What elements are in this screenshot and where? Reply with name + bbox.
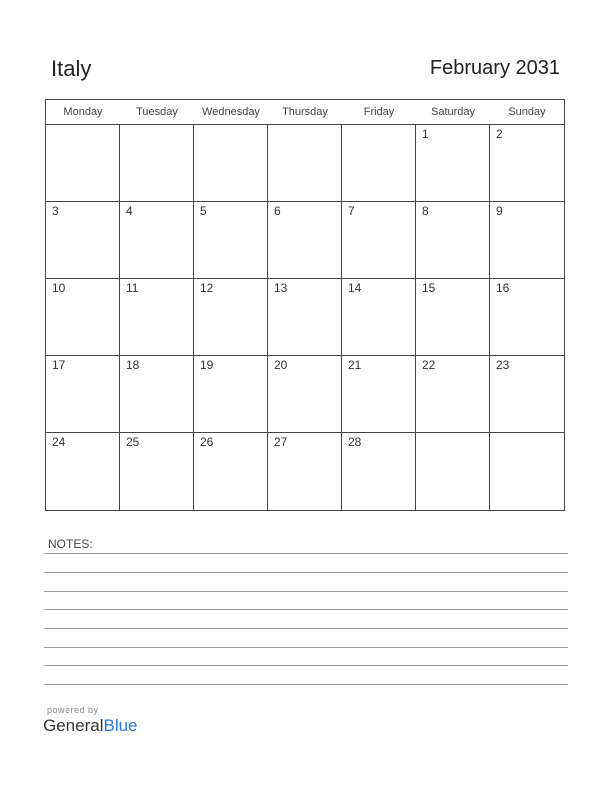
day-cell [416,356,490,433]
day-cell [268,433,342,510]
day-cell [342,356,416,433]
day-cell [416,202,490,279]
day-number: 11 [126,281,139,295]
day-number: 12 [200,281,214,295]
day-number: 13 [274,281,288,295]
day-cell [268,279,342,356]
day-cell [46,433,120,510]
day-number: 6 [274,204,281,218]
day-cell [268,202,342,279]
day-cell [120,125,194,202]
day-number: 14 [348,281,362,295]
notes-line [44,665,568,666]
weekday-label: Tuesday [136,106,178,118]
day-number: 5 [200,204,207,218]
day-number: 21 [348,358,362,372]
day-cell [194,279,268,356]
day-number: 3 [52,204,59,218]
day-number: 7 [348,204,355,218]
weekday-header [46,100,564,125]
day-cell [46,279,120,356]
day-cell [416,279,490,356]
day-cell [342,202,416,279]
notes-line [44,553,568,554]
day-number: 18 [126,358,140,372]
day-number: 16 [496,281,510,295]
day-number: 23 [496,358,510,372]
day-cell [268,356,342,433]
weekday-label: Thursday [282,106,328,118]
day-cell [120,202,194,279]
day-number: 10 [52,281,66,295]
day-cell [342,279,416,356]
day-cell [46,202,120,279]
notes-line [44,647,568,648]
day-cell [268,125,342,202]
day-cell [490,202,564,279]
brand-general: General [43,716,104,735]
weekday-label: Friday [363,106,395,118]
weekday-label: Sunday [508,106,546,118]
notes-line [44,572,568,573]
day-number: 22 [422,358,436,372]
notes-line [44,684,568,685]
day-cell [46,125,120,202]
day-cell [46,356,120,433]
day-number: 15 [422,281,436,295]
day-number: 25 [126,435,140,449]
day-number: 8 [422,204,429,218]
day-cell [120,279,194,356]
day-cell [342,433,416,510]
day-number: 17 [52,358,66,372]
powered-by-text: powered by [47,705,99,715]
day-cell [342,125,416,202]
day-number: 26 [200,435,214,449]
day-number: 9 [496,204,503,218]
day-cell [490,433,564,510]
day-cell [416,433,490,510]
calendar-grid [45,99,565,511]
month-title: February 2031 [429,57,560,79]
country-title: Italy [51,56,92,81]
day-number: 1 [422,127,429,141]
day-number: 28 [348,435,362,449]
day-number: 2 [496,127,503,141]
day-cell [490,356,564,433]
notes-line [44,609,568,610]
day-cell [416,125,490,202]
day-cells [46,125,564,510]
notes-label: NOTES: [48,537,93,551]
weekday-label: Monday [63,106,103,118]
notes-line [44,628,568,629]
day-cell [194,202,268,279]
day-cell [490,279,564,356]
day-cell [194,125,268,202]
brand-logo [43,716,138,736]
day-number: 24 [52,435,66,449]
day-number: 27 [274,435,288,449]
notes-line [44,591,568,592]
day-cell [194,433,268,510]
day-cell [120,356,194,433]
day-number: 4 [126,204,133,218]
day-cell [120,433,194,510]
weekday-label: Saturday [430,106,476,118]
brand-blue: Blue [103,716,138,735]
day-cell [490,125,564,202]
day-cell [194,356,268,433]
day-number: 20 [274,358,288,372]
weekday-label: Wednesday [202,106,260,118]
day-number: 19 [200,358,214,372]
